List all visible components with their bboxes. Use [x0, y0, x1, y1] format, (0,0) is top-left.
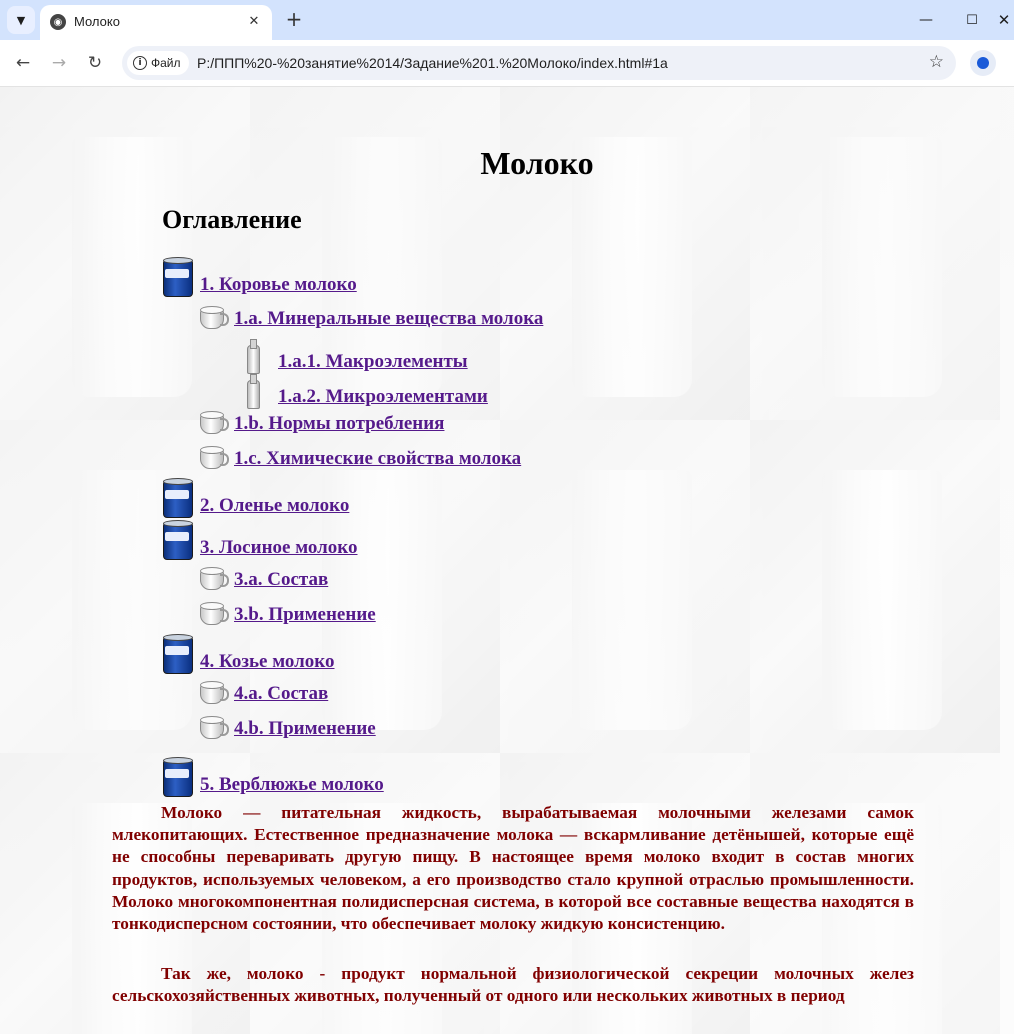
milk-bottle-icon [242, 374, 264, 408]
toc-link[interactable]: 2. Оленье молоко [200, 495, 350, 516]
url-text[interactable]: P:/ППП%20-%20занятие%2014/Задание%201.%20Молоко/index.html#1a [197, 55, 668, 71]
milk-cup-icon [198, 304, 228, 330]
intro-paragraph: Молоко — питательная жидкость, вырабатываемая молочными железами самок млекопитающих. Естественное предназначение молока — вскармливание детёнышей, которые ещё не способны переваривать другую пищу. В настоящее время молоко входит в состав многих продуктов, используемых человеком, а его производство стало крупной отраслью промышленности. Молоко многокомпонентная полидисперсная система, в которой все составные вещества находятся в тонкодисперсном состоянии, что обеспечивает молоку жидкую консистенцию. [112, 803, 914, 934]
toc-link[interactable]: 4.a. Состав [234, 683, 329, 704]
tab-title: Молоко [74, 14, 120, 29]
chevron-down-icon: ▼ [16, 13, 26, 27]
toc-link[interactable]: 1.a. Минеральные вещества молока [234, 308, 544, 329]
toc-link[interactable]: 1.b. Нормы потребления [234, 413, 445, 434]
info-icon: i [133, 56, 147, 70]
milk-can-icon [162, 520, 192, 559]
milk-bottle-icon [242, 339, 264, 373]
page-viewport [0, 87, 1014, 1034]
toc-item [236, 374, 488, 408]
close-window-icon[interactable]: ✕ [997, 11, 1011, 29]
browser-toolbar [0, 40, 1014, 87]
profile-avatar-icon[interactable] [970, 50, 996, 76]
milk-cup-icon [198, 444, 228, 470]
milk-cup-icon [198, 679, 228, 705]
toc-item [162, 257, 357, 296]
toc-item [198, 444, 521, 470]
page-title: Молоко [480, 145, 594, 181]
toc-item [236, 339, 468, 373]
browser-tab[interactable] [40, 5, 272, 40]
toc-item [162, 634, 335, 673]
milk-cup-icon [198, 600, 228, 626]
milk-can-icon [162, 634, 192, 673]
tab-search-button[interactable] [7, 6, 35, 34]
toc-link[interactable]: 1. Коровье молоко [200, 274, 357, 295]
toc-link[interactable]: 1.a.2. Микроэлементами [278, 386, 488, 407]
close-tab-icon[interactable]: ✕ [248, 13, 260, 29]
milk-cup-icon [198, 565, 228, 591]
minimize-icon[interactable]: — [919, 12, 933, 28]
second-paragraph: Так же, молоко - продукт нормальной физиологической секреции молочных желез сельскохозяйственных животных, полученный от одного или нескольких животных в период [112, 964, 914, 1006]
toc-link[interactable]: 4. Козье молоко [200, 651, 335, 672]
reload-icon[interactable]: ↻ [87, 53, 103, 73]
toc-item [162, 478, 349, 517]
toc-link[interactable]: 1.a.1. Макроэлементы [278, 351, 468, 372]
address-bar[interactable] [122, 46, 956, 80]
forward-arrow-icon[interactable]: → [51, 53, 67, 73]
new-tab-button[interactable]: + [285, 7, 303, 31]
tab-strip [0, 0, 1014, 40]
bookmark-star-icon[interactable]: ☆ [928, 52, 944, 72]
avatar-dot [977, 57, 989, 69]
toc-link[interactable]: 4.b. Применение [234, 718, 376, 739]
milk-cup-icon [198, 409, 228, 435]
site-info-chip[interactable] [127, 51, 189, 75]
toc-item [162, 520, 358, 559]
milk-can-icon [162, 257, 192, 296]
milk-can-icon [162, 478, 192, 517]
toc-item [162, 757, 384, 796]
toc-item [198, 565, 328, 591]
toc-item [198, 600, 376, 626]
maximize-icon[interactable]: ☐ [966, 12, 978, 28]
toc-heading: Оглавление [162, 205, 302, 234]
toc-item [198, 304, 543, 330]
toc-item [198, 679, 328, 705]
milk-cup-icon [198, 714, 228, 740]
toc-item [198, 714, 376, 740]
toc-item [198, 409, 444, 435]
toc-link[interactable]: 1.c. Химические свойства молока [234, 448, 522, 469]
globe-icon: ◉ [50, 14, 66, 30]
toc-link[interactable]: 3. Лосиное молоко [200, 537, 358, 558]
toc-link[interactable]: 3.b. Применение [234, 604, 376, 625]
toc-link[interactable]: 3.a. Состав [234, 569, 329, 590]
back-arrow-icon[interactable]: ← [15, 53, 31, 73]
site-info-label: Файл [151, 56, 181, 70]
toc-link[interactable]: 5. Верблюжье молоко [200, 774, 384, 795]
milk-can-icon [162, 757, 192, 796]
